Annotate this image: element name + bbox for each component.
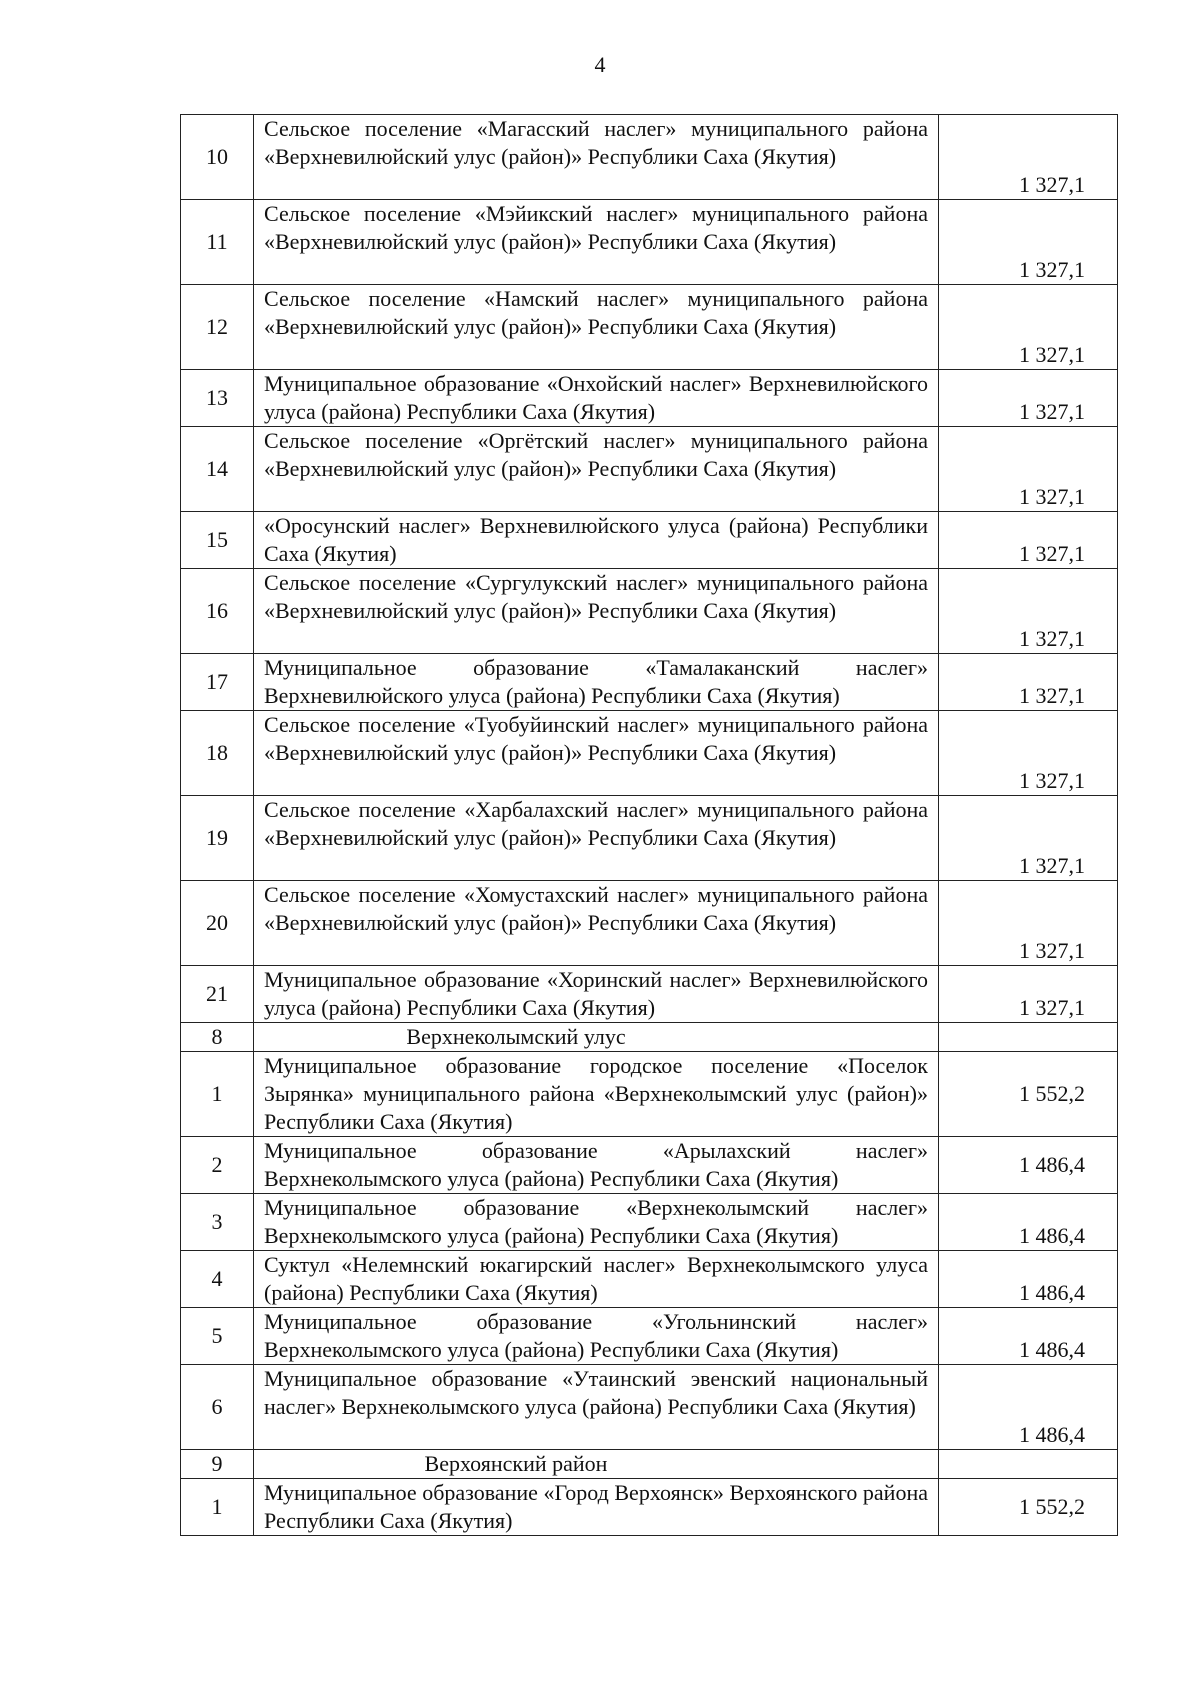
municipality-name-cell: Муниципальное образование «Угольнинский наслег» Верхнеколымского улуса (района) Республики Саха (Якутия)	[254, 1308, 939, 1365]
municipality-name-cell: Муниципальное образование «Хоринский наслег» Верхневилюйского улуса (района) Республики Саха (Якутия)	[254, 966, 939, 1023]
amount-cell: 1 327,1	[939, 569, 1118, 654]
table-row	[181, 1137, 1118, 1194]
row-number-cell: 4	[181, 1251, 254, 1308]
municipality-name-cell: Муниципальное образование «Онхойский наслег» Верхневилюйского улуса (района) Республики Саха (Якутия)	[254, 370, 939, 427]
table-body	[181, 115, 1118, 1536]
table-row	[181, 512, 1118, 569]
row-number-cell: 15	[181, 512, 254, 569]
allocation-table	[180, 114, 1118, 1536]
municipality-name-cell: Муниципальное образование городское поселение «Поселок Зырянка» муниципального района «Верхнеколымский улус (район)» Республики Саха (Якутия)	[254, 1052, 939, 1137]
row-number-cell: 6	[181, 1365, 254, 1450]
amount-cell: 1 327,1	[939, 966, 1118, 1023]
row-number-cell: 3	[181, 1194, 254, 1251]
amount-cell: 1 327,1	[939, 370, 1118, 427]
table-row	[181, 569, 1118, 654]
amount-cell: 1 327,1	[939, 285, 1118, 370]
row-number-cell: 14	[181, 427, 254, 512]
page-number: 4	[594, 52, 606, 77]
amount-cell: 1 327,1	[939, 115, 1118, 200]
table-row	[181, 1308, 1118, 1365]
row-number-cell: 21	[181, 966, 254, 1023]
row-number-cell: 2	[181, 1137, 254, 1194]
table-row	[181, 654, 1118, 711]
municipality-name-cell: Сельское поселение «Оргётский наслег» муниципального района «Верхневилюйский улус (район)» Республики Саха (Якутия)	[254, 427, 939, 512]
table-row	[181, 881, 1118, 966]
amount-cell: 1 552,2	[939, 1479, 1118, 1536]
table-row	[181, 285, 1118, 370]
amount-cell: 1 327,1	[939, 711, 1118, 796]
table-row	[181, 1052, 1118, 1137]
municipality-name-cell: Сельское поселение «Харбалахский наслег» муниципального района «Верхневилюйский улус (район)» Республики Саха (Якутия)	[254, 796, 939, 881]
municipality-name-cell: «Оросунский наслег» Верхневилюйского улуса (района) Республики Саха (Якутия)	[254, 512, 939, 569]
row-number-cell: 11	[181, 200, 254, 285]
municipality-name-cell: Сельское поселение «Мэйикский наслег» муниципального района «Верхневилюйский улус (район)» Республики Саха (Якутия)	[254, 200, 939, 285]
row-number-cell: 1	[181, 1479, 254, 1536]
table-row	[181, 1194, 1118, 1251]
amount-cell: 1 552,2	[939, 1052, 1118, 1137]
table-row	[181, 1479, 1118, 1536]
table-row	[181, 711, 1118, 796]
amount-cell: 1 327,1	[939, 512, 1118, 569]
table-row	[181, 1365, 1118, 1450]
municipality-name-cell: Сельское поселение «Сургулукский наслег» муниципального района «Верхневилюйский улус (район)» Республики Саха (Якутия)	[254, 569, 939, 654]
row-number-cell: 1	[181, 1052, 254, 1137]
municipality-name-cell: Сельское поселение «Намский наслег» муниципального района «Верхневилюйский улус (район)» Республики Саха (Якутия)	[254, 285, 939, 370]
row-number-cell: 19	[181, 796, 254, 881]
amount-cell: 1 486,4	[939, 1251, 1118, 1308]
municipality-name-cell: Муниципальное образование «Верхнеколымский наслег» Верхнеколымского улуса (района) Республики Саха (Якутия)	[254, 1194, 939, 1251]
row-number-cell: 17	[181, 654, 254, 711]
amount-cell	[939, 1023, 1118, 1052]
group-row	[181, 1023, 1118, 1052]
group-number-cell: 8	[181, 1023, 254, 1052]
table-row	[181, 115, 1118, 200]
municipality-name-cell: Муниципальное образование «Город Верхоянск» Верхоянского района Республики Саха (Якутия)	[254, 1479, 939, 1536]
amount-cell	[939, 1450, 1118, 1479]
row-number-cell: 10	[181, 115, 254, 200]
table-row	[181, 427, 1118, 512]
amount-cell: 1 327,1	[939, 200, 1118, 285]
amount-cell: 1 486,4	[939, 1365, 1118, 1450]
municipality-name-cell: Муниципальное образование «Арылахский наслег» Верхнеколымского улуса (района) Республики Саха (Якутия)	[254, 1137, 939, 1194]
amount-cell: 1 486,4	[939, 1194, 1118, 1251]
row-number-cell: 16	[181, 569, 254, 654]
row-number-cell: 12	[181, 285, 254, 370]
amount-cell: 1 327,1	[939, 881, 1118, 966]
amount-cell: 1 486,4	[939, 1308, 1118, 1365]
row-number-cell: 18	[181, 711, 254, 796]
table-row	[181, 200, 1118, 285]
table-row	[181, 370, 1118, 427]
amount-cell: 1 327,1	[939, 796, 1118, 881]
municipality-name-cell: Муниципальное образование «Утаинский эвенский национальный наслег» Верхнеколымского улуса (района) Республики Саха (Якутия)	[254, 1365, 939, 1450]
municipality-name-cell: Суктул «Нелемнский юкагирский наслег» Верхнеколымского улуса (района) Республики Саха (Якутия)	[254, 1251, 939, 1308]
amount-cell: 1 486,4	[939, 1137, 1118, 1194]
row-number-cell: 20	[181, 881, 254, 966]
municipality-name-cell: Сельское поселение «Туобуйинский наслег» муниципального района «Верхневилюйский улус (район)» Республики Саха (Якутия)	[254, 711, 939, 796]
municipality-name-cell: Сельское поселение «Хомустахский наслег» муниципального района «Верхневилюйский улус (район)» Республики Саха (Якутия)	[254, 881, 939, 966]
municipality-name-cell: Муниципальное образование «Тамалаканский наслег» Верхневилюйского улуса (района) Республики Саха (Якутия)	[254, 654, 939, 711]
amount-cell: 1 327,1	[939, 427, 1118, 512]
table-row	[181, 966, 1118, 1023]
municipality-name-cell: Сельское поселение «Магасский наслег» муниципального района «Верхневилюйский улус (район)» Республики Саха (Якутия)	[254, 115, 939, 200]
group-number-cell: 9	[181, 1450, 254, 1479]
group-title-cell: Верхнеколымский улус	[254, 1023, 939, 1052]
table-row	[181, 1251, 1118, 1308]
row-number-cell: 5	[181, 1308, 254, 1365]
group-row	[181, 1450, 1118, 1479]
table-row	[181, 796, 1118, 881]
group-title-cell: Верхоянский район	[254, 1450, 939, 1479]
row-number-cell: 13	[181, 370, 254, 427]
amount-cell: 1 327,1	[939, 654, 1118, 711]
